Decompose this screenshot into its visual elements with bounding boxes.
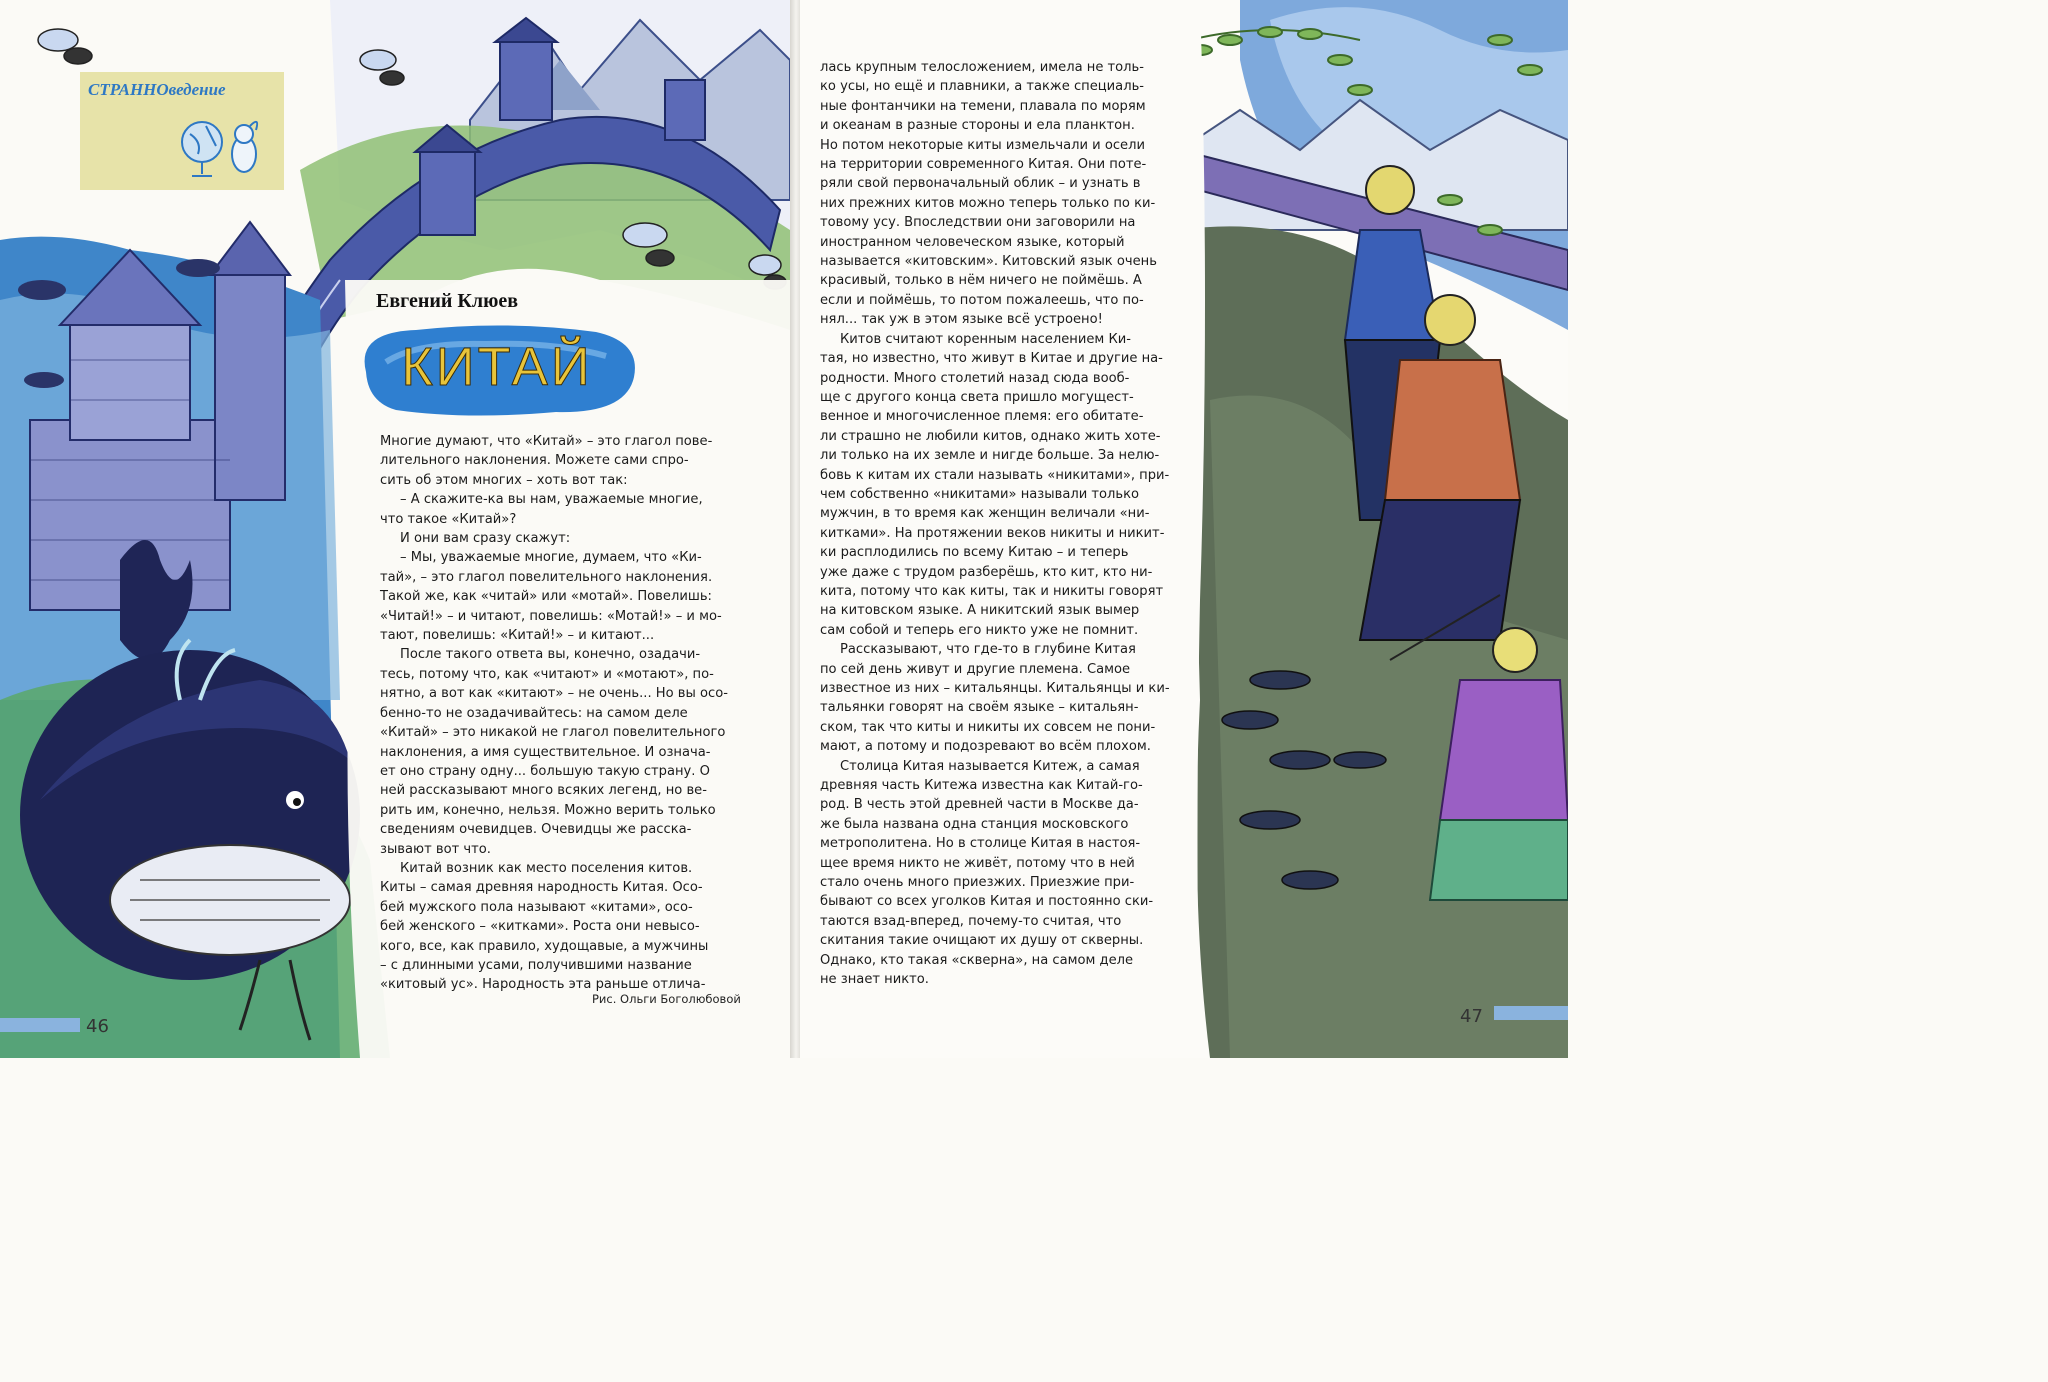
text-line: мужчин, в то время как женщин величали «ни- [820, 506, 1150, 522]
text-line: рить им, конечно, нельзя. Можно верить только [380, 802, 716, 818]
text-line: скитания такие очищают их душу от скверны. [820, 933, 1144, 949]
text-line: ли страшно не любили китов, однако жить хоте- [820, 428, 1161, 444]
text-line: если и поймёшь, то потом пожалеешь, что по- [820, 292, 1144, 308]
rubric-label: СТРАННОведение [88, 80, 226, 99]
text-line: мают, а потому и подозревают во всём плохом. [820, 739, 1151, 755]
text-line: ском, так что киты и никиты их совсем не пони- [820, 719, 1156, 735]
text-line: щее время никто не живёт, потому что в ней [820, 855, 1135, 871]
illustration-credit: Рис. Ольги Боголюбовой [592, 992, 741, 1006]
text-line: ные фонтанчики на темени, плавала по морям [820, 98, 1146, 114]
globe-icon [172, 112, 282, 184]
text-line: кита, потому что как киты, так и никиты говорят [820, 583, 1164, 599]
text-line: ряли свой первоначальный облик – и узнать в [820, 176, 1141, 192]
text-line: по сей день живут и другие племена. Самое [820, 661, 1131, 677]
text-line: известное из них – китальянцы. Китальянцы и ки- [820, 681, 1170, 696]
text-line: ще с другого конца света пришло могущест- [820, 389, 1134, 405]
text-line: бей женского – «китками». Роста они невысо- [380, 919, 700, 935]
text-line: тесь, потому что, как «читают» и «мотают», по- [380, 666, 714, 682]
page-bar-right [1494, 1006, 1568, 1020]
article-author: Евгений Клюев [376, 290, 519, 312]
text-line: «Китай» – это никакой не глагол повелительного [380, 725, 726, 741]
text-line: кого, все, как правило, худощавые, а мужчины [380, 938, 709, 954]
text-line: Многие думают, что «Китай» – это глагол пове- [380, 434, 713, 449]
text-line: лась крупным телосложением, имела не толь- [820, 60, 1144, 75]
text-line: бенно-то не озадачивайтесь: на самом деле [380, 705, 688, 721]
page-number-left: 46 [86, 1016, 109, 1037]
text-line: таются взад-вперед, почему-то считая, что [820, 913, 1122, 929]
text-line: нятно, а вот как «китают» – не очень... Но вы осо- [380, 686, 728, 702]
text-line: уже даже с трудом разберёшь, кто кит, кто ни- [820, 564, 1153, 580]
text-line: них прежних китов можно теперь только по ки- [820, 195, 1156, 211]
text-line: Китай возник как место поселения китов. [400, 860, 693, 876]
text-line: же была названа одна станция московского [820, 816, 1129, 832]
page-left [0, 0, 790, 1058]
text-line: иностранном человеческом языке, который [820, 234, 1125, 250]
text-line: зывают вот что. [380, 841, 491, 857]
text-line: – Мы, уважаемые многие, думаем, что «Ки- [400, 550, 702, 566]
text-line: сведениям очевидцев. Очевидцы же расска- [380, 822, 692, 838]
text-line: ней рассказывают много всяких легенд, но ве- [380, 783, 707, 799]
text-line: – А скажите-ка вы нам, уважаемые многие, [400, 492, 703, 508]
text-line: тальянки говорят на своём языке – китальян- [820, 700, 1139, 716]
text-line: После такого ответа вы, конечно, озадачи- [400, 647, 701, 663]
rubric-box [80, 72, 284, 190]
text-line: называется «китовским». Китовский язык очень [820, 254, 1157, 270]
text-line: красивый, только в нём ничего не поймёшь. А [820, 273, 1142, 289]
text-line: род. В честь этой древней части в Москве да- [820, 797, 1139, 813]
text-line: чем собственно «никитами» называли только [820, 486, 1140, 502]
text-line: – с длинными усами, получившими название [380, 957, 692, 973]
text-line: метрополитена. Но в столице Китая в настоя- [820, 836, 1141, 852]
text-column-left [380, 432, 728, 995]
text-line: древняя часть Китежа известна как Китай-го- [820, 778, 1143, 794]
text-line: Однако, кто такая «скверна», на самом деле [820, 952, 1134, 968]
text-line: сам собой и теперь его никто уже не помнит. [820, 622, 1139, 638]
text-line: И они вам сразу скажут: [400, 531, 571, 547]
text-line: лительного наклонения. Можете сами спро- [380, 453, 689, 469]
text-line: что такое «Китай»? [380, 511, 517, 527]
text-line: товому усу. Впоследствии они заговорили на [820, 215, 1136, 231]
page-number-right: 47 [1460, 1006, 1483, 1027]
text-line: Столица Китая называется Китеж, а самая [840, 758, 1140, 774]
text-line: бей мужского пола называют «китами», осо- [380, 899, 693, 915]
text-line: «китовый ус». Народность эта раньше отлича- [380, 977, 706, 993]
text-line: Такой же, как «читай» или «мотай». Повелишь: [380, 589, 712, 605]
text-line: тают, повелишь: «Китай!» – и китают... [380, 628, 655, 644]
text-line: тая, но известно, что живут в Китае и другие на- [820, 351, 1163, 367]
text-line: стало очень много приезжих. Приезжие при- [820, 875, 1135, 891]
text-column-right [820, 58, 1170, 990]
text-line: «Читай!» – и читают, повелишь: «Мотай!» – и мо- [380, 608, 722, 624]
text-line: ко усы, но ещё и плавники, а также специаль- [820, 79, 1145, 95]
book-spine [790, 0, 800, 1058]
text-line: Киты – самая древняя народность Китая. Осо- [380, 880, 703, 896]
page-bar-left [0, 1018, 80, 1032]
text-line: ки расплодились по всему Китаю – и теперь [820, 545, 1129, 561]
text-line: венное и многочисленное племя: его обитате- [820, 409, 1144, 425]
article-title: КИТАЙ [401, 337, 593, 397]
page-right [800, 0, 1568, 1058]
text-line: тай», – это глагол повелительного наклонения. [380, 569, 713, 585]
text-line: Рассказывают, что где-то в глубине Китая [840, 642, 1136, 658]
text-line: бовь к китам их стали называть «никитами», при- [820, 467, 1170, 483]
text-line: Но потом некоторые киты измельчали и осели [820, 137, 1145, 153]
text-line: и океанам в разные стороны и ела планктон. [820, 118, 1135, 134]
text-line: на китовском языке. А никитский язык вымер [820, 603, 1140, 619]
text-line: сить об этом многих – хоть вот так: [380, 472, 628, 488]
text-line: Китов считают коренным населением Ки- [840, 331, 1131, 347]
text-line: родности. Много столетий назад сюда вооб- [820, 370, 1130, 386]
text-line: китками». На протяжении веков никиты и никит- [820, 525, 1165, 541]
text-line: наклонения, а имя существительное. И означа- [380, 744, 711, 760]
text-line: не знает никто. [820, 972, 929, 988]
text-line: на территории современного Китая. Они поте- [820, 157, 1147, 173]
text-line: ет оно страну одну... большую такую страну. О [380, 763, 710, 779]
text-line: ли только на их земле и нигде больше. За нелю- [820, 448, 1160, 464]
text-line: бывают со всех уголков Китая и постоянно ски- [820, 894, 1154, 910]
text-line: нял... так уж в этом языке всё устроено! [820, 312, 1103, 328]
